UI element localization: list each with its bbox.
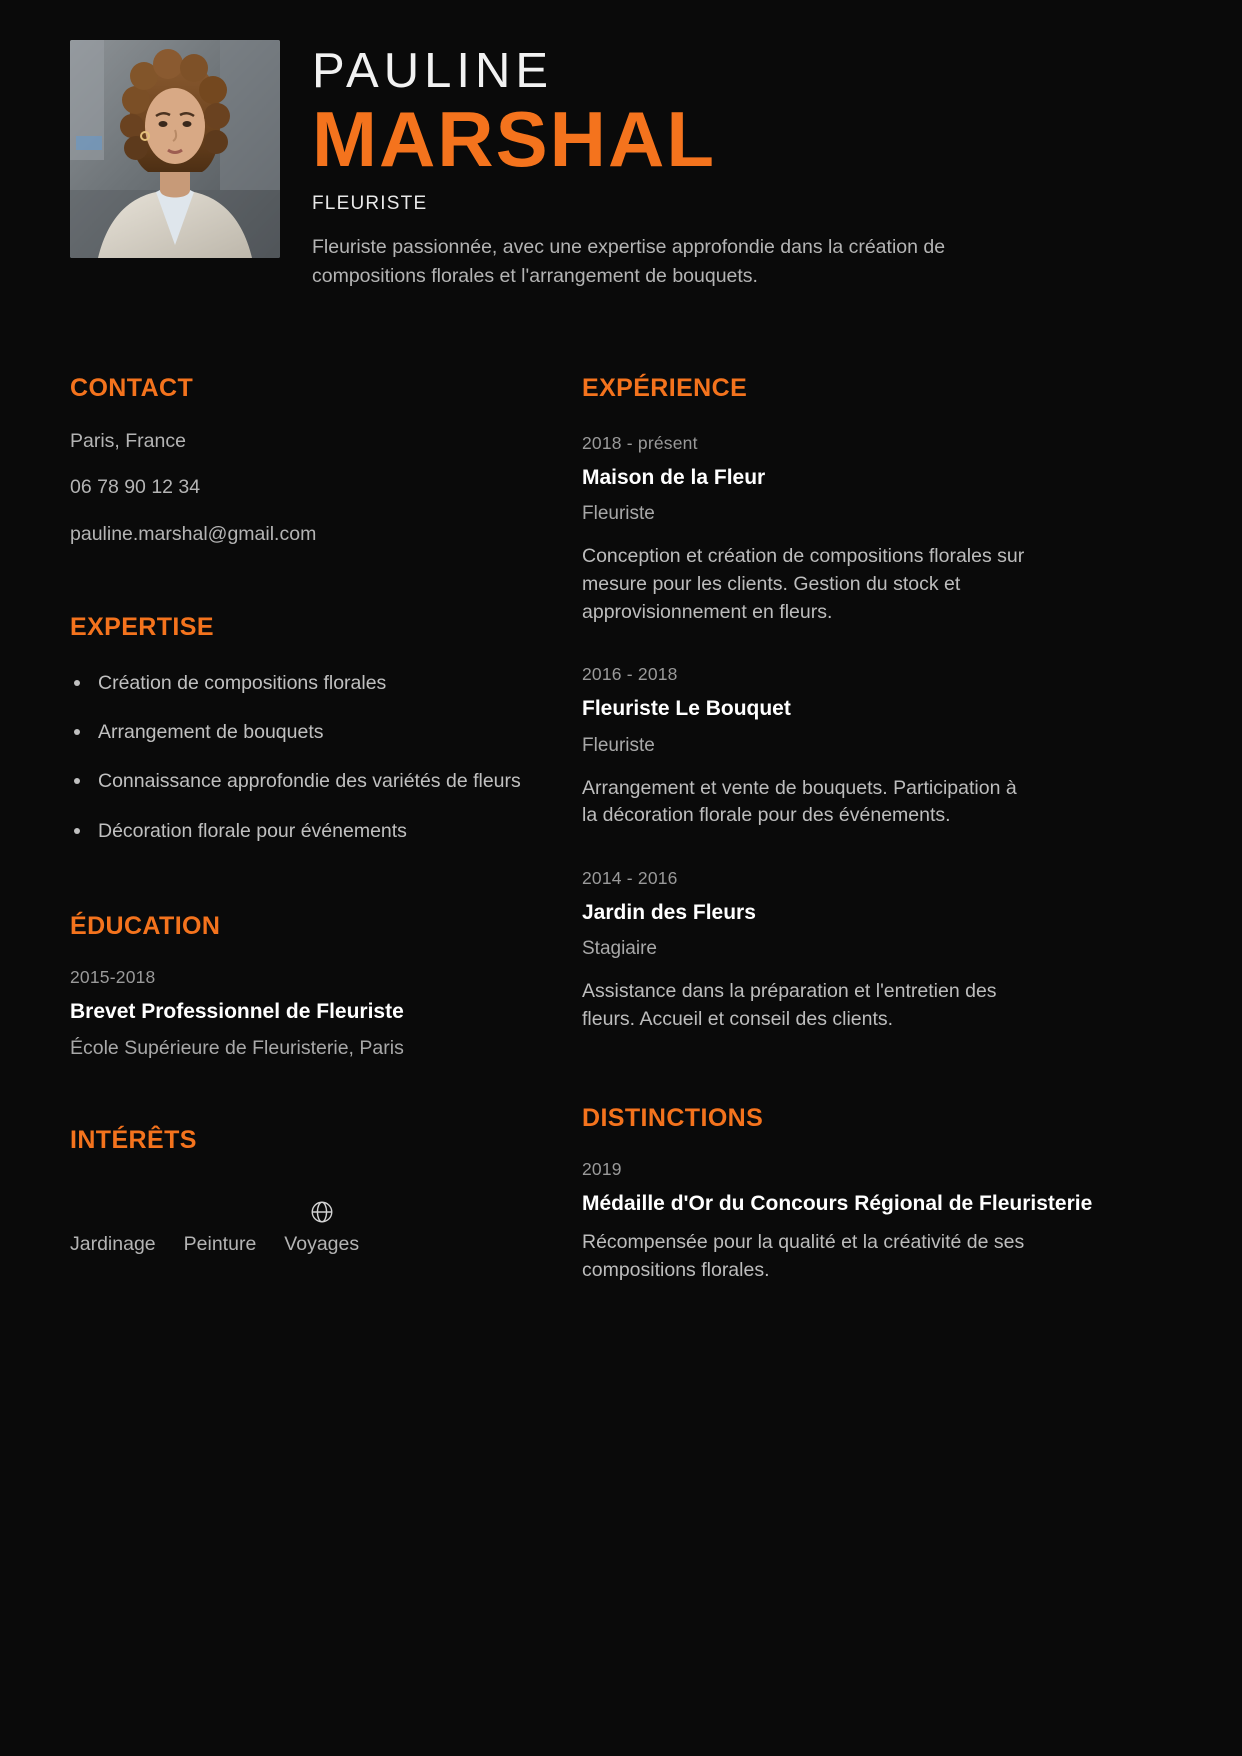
education-title: ÉDUCATION (70, 911, 221, 940)
experience-role: Fleuriste (582, 503, 655, 525)
experience-section (582, 374, 1190, 1034)
interest-label: Voyages (284, 1233, 360, 1256)
interest-label: Jardinage (70, 1233, 156, 1256)
experience-company: Fleuriste Le Bouquet (582, 697, 791, 721)
interest-item (70, 1195, 156, 1256)
distinctions-section (582, 1104, 1190, 1285)
profile-summary: Fleuriste passionnée, avec une expertise approfondie dans la création de compositions florales et l'arrangement de bouquets. (312, 236, 946, 287)
education-section (70, 912, 538, 1060)
job-title: FLEURISTE (312, 193, 428, 215)
education-item (70, 967, 538, 1060)
list-item: Création de compositions florales (70, 668, 538, 698)
interest-label: Peinture (183, 1233, 257, 1256)
globe-icon (309, 1195, 335, 1229)
experience-description: Conception et création de compositions florales sur mesure pour les clients. Gestion du stock et approvisionnement en fleurs. (582, 545, 1025, 623)
interest-item (284, 1195, 359, 1256)
contact-title: CONTACT (70, 373, 194, 402)
education-degree: Brevet Professionnel de Fleuriste (70, 999, 404, 1023)
experience-description: Assistance dans la préparation et l'entretien des fleurs. Accueil et conseil des clients. (582, 980, 997, 1030)
experience-date: 2014 - 2016 (582, 867, 678, 888)
expertise-section (70, 613, 538, 846)
experience-company: Jardin des Fleurs (582, 900, 756, 924)
interests-title: INTÉRÊTS (70, 1126, 197, 1155)
experience-item (582, 664, 1190, 830)
distinction-description: Récompensée pour la qualité et la créativité de ses compositions florales. (582, 1230, 1025, 1281)
experience-item (582, 868, 1190, 1034)
contact-email: pauline.marshal@gmail.com (70, 522, 317, 545)
resume-body (0, 290, 1242, 1322)
contact-location: Paris, France (70, 429, 186, 452)
experience-date: 2016 - 2018 (582, 664, 678, 685)
experience-description: Arrangement et vente de bouquets. Participation à la décoration florale pour des événements. (582, 776, 1017, 827)
interests-list (70, 1195, 538, 1256)
interests-section (70, 1126, 538, 1256)
expertise-title: EXPERTISE (70, 612, 214, 641)
experience-date: 2018 - présent (582, 432, 698, 453)
distinction-date: 2019 (582, 1158, 622, 1179)
list-item: Décoration florale pour événements (70, 816, 538, 846)
left-column (70, 374, 538, 1322)
list-item: Connaissance approfondie des variétés de fleurs (70, 766, 538, 796)
experience-item (582, 433, 1190, 626)
expertise-list (70, 668, 538, 846)
interest-item (184, 1195, 257, 1256)
resume-header (0, 0, 1242, 290)
distinctions-title: DISTINCTIONS (582, 1103, 764, 1132)
experience-role: Fleuriste (582, 734, 655, 756)
experience-company: Maison de la Fleur (582, 465, 766, 489)
contact-phone: 06 78 90 12 34 (70, 476, 201, 499)
list-item: Arrangement de bouquets (70, 717, 538, 747)
right-column (538, 374, 1190, 1322)
distinction-name: Médaille d'Or du Concours Régional de Fleuristerie (582, 1191, 1093, 1215)
header-text (312, 40, 1190, 290)
first-name: PAULINE (312, 44, 554, 98)
contact-section (70, 374, 538, 547)
education-school: École Supérieure de Fleuristerie, Paris (70, 1037, 404, 1060)
experience-role: Stagiaire (582, 938, 657, 960)
experience-title: EXPÉRIENCE (582, 373, 748, 402)
last-name: MARSHAL (312, 95, 716, 184)
distinction-item (582, 1159, 1190, 1285)
education-date: 2015-2018 (70, 966, 156, 987)
avatar (70, 40, 280, 258)
